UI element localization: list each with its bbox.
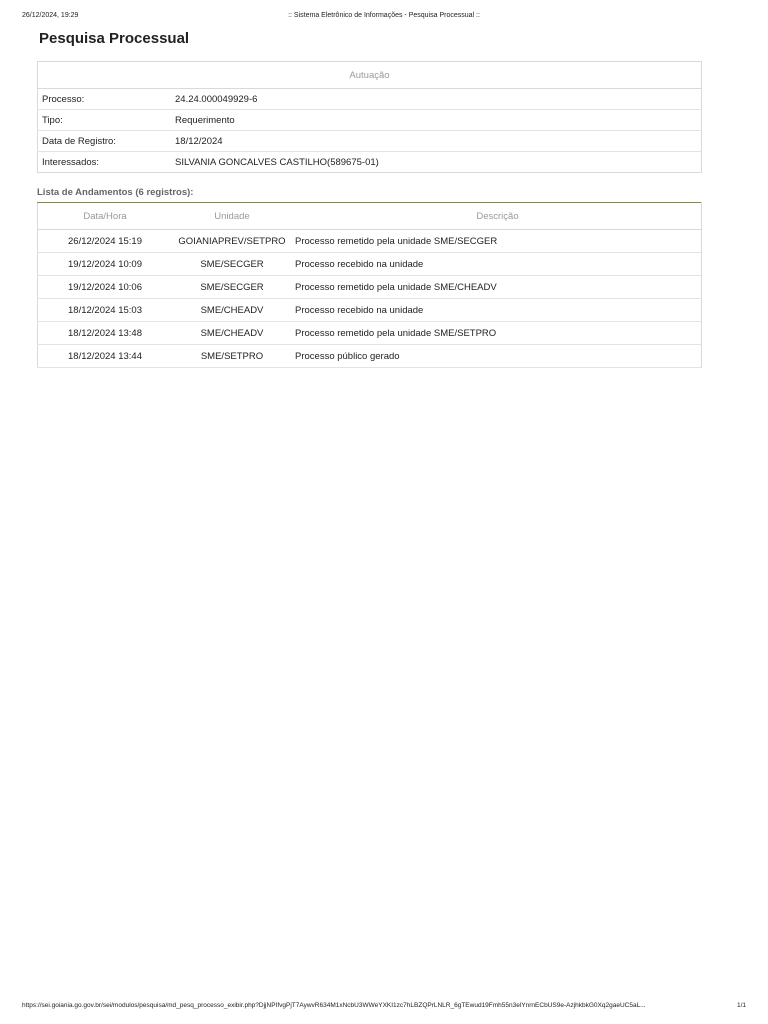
- cell-unidade: SME/SECGER: [172, 276, 292, 299]
- cell-data-hora: 18/12/2024 13:48: [38, 322, 173, 345]
- cell-descricao: Processo remetido pela unidade SME/SETPRO: [292, 322, 702, 345]
- table-row: [38, 230, 702, 253]
- field-label: Data de Registro:: [38, 131, 172, 152]
- field-row-data-registro: [38, 131, 702, 152]
- print-footer: [22, 1002, 746, 1014]
- cell-descricao: Processo recebido na unidade: [292, 253, 702, 276]
- cell-unidade: SME/SETPRO: [172, 345, 292, 368]
- cell-unidade: SME/CHEADV: [172, 322, 292, 345]
- andamentos-table: [37, 202, 702, 368]
- cell-descricao: Processo público gerado: [292, 345, 702, 368]
- table-row: [38, 276, 702, 299]
- print-page-title: :: Sistema Eletrônico de Informações - Pesquisa Processual ::: [288, 12, 480, 19]
- table-row: [38, 299, 702, 322]
- cell-descricao: Processo remetido pela unidade SME/SECGER: [292, 230, 702, 253]
- print-datetime: 26/12/2024, 19:29: [22, 12, 79, 19]
- andamentos-title: Lista de Andamentos (6 registros):: [37, 187, 194, 198]
- cell-data-hora: 19/12/2024 10:09: [38, 253, 173, 276]
- table-row: [38, 253, 702, 276]
- page-title: Pesquisa Processual: [39, 30, 190, 47]
- field-label: Processo:: [38, 89, 172, 110]
- autuacao-caption-row: [38, 62, 702, 89]
- cell-unidade: SME/SECGER: [172, 253, 292, 276]
- cell-unidade: SME/CHEADV: [172, 299, 292, 322]
- header-unidade: Unidade: [172, 203, 292, 230]
- cell-unidade: GOIANIAPREV/SETPRO: [172, 230, 292, 253]
- field-value-interessados: SILVANIA GONCALVES CASTILHO(589675-01): [175, 156, 379, 168]
- header-descricao: Descrição: [292, 203, 702, 230]
- print-page-number: 1/1: [736, 1002, 746, 1009]
- field-value-data-registro: 18/12/2024: [171, 131, 702, 152]
- andamentos-header-row: [38, 203, 702, 230]
- print-url: https://sei.goiania.go.gov.br/sei/modulos/pesquisa/md_pesq_processo_exibir.php?DjjNPIfvgPjT7AywvR634M1xNcbU3WWeYXKI1zc7hLBZQPrLNLR_6gTEwud19Fmh55n3elYnrnECbUS9e-AzjhkbkG0Xq2gaeUC5aL...: [22, 1002, 646, 1009]
- cell-data-hora: 18/12/2024 15:03: [38, 299, 173, 322]
- cell-descricao: Processo recebido na unidade: [292, 299, 702, 322]
- field-label: Tipo:: [38, 110, 172, 131]
- cell-data-hora: 19/12/2024 10:06: [38, 276, 173, 299]
- cell-descricao: Processo remetido pela unidade SME/CHEADV: [292, 276, 702, 299]
- print-header: [22, 12, 746, 24]
- field-row-interessados: [38, 152, 702, 173]
- field-value-processo: 24.24.000049929-6: [171, 89, 702, 110]
- cell-data-hora: 18/12/2024 13:44: [38, 345, 173, 368]
- field-value-tipo: Requerimento: [171, 110, 702, 131]
- field-row-processo: [38, 89, 702, 110]
- field-label: Interessados:: [42, 156, 100, 168]
- autuacao-caption: Autuação: [38, 62, 702, 89]
- header-data-hora: Data/Hora: [38, 203, 173, 230]
- field-row-tipo: [38, 110, 702, 131]
- table-row: [38, 322, 702, 345]
- autuacao-table: [37, 61, 702, 173]
- table-row: [38, 345, 702, 368]
- cell-data-hora: 26/12/2024 15:19: [38, 230, 173, 253]
